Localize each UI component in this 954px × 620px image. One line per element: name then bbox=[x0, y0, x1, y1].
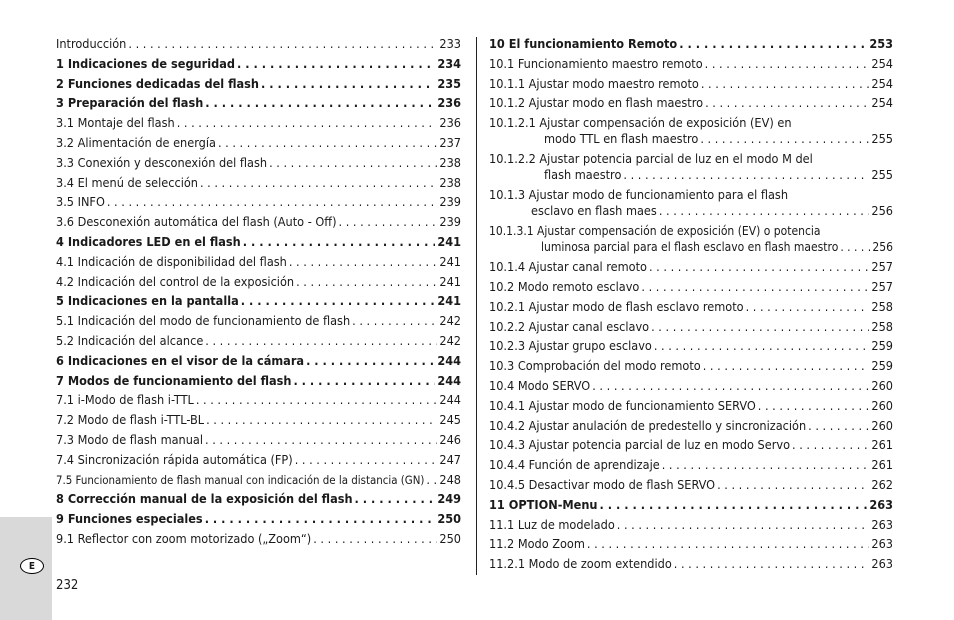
toc-entry-page: 242 bbox=[439, 332, 461, 348]
toc-entry[interactable] bbox=[489, 517, 893, 537]
dot-leader bbox=[196, 392, 438, 408]
toc-entry-page: 255 bbox=[871, 131, 893, 147]
toc-entry-title: 1 Indicaciones de seguridad bbox=[56, 55, 235, 71]
dot-leader bbox=[758, 398, 870, 414]
dot-leader bbox=[206, 412, 437, 428]
toc-entry-title: 7.4 Sincronización rápida automática (FP) bbox=[56, 451, 293, 467]
toc-entry[interactable] bbox=[489, 398, 893, 418]
toc-entry-page: 260 bbox=[871, 417, 893, 433]
toc-entry[interactable] bbox=[489, 556, 893, 576]
toc-entry-title-line1: 10.1.2.2 Ajustar potencia parcial de luz en el modo M del bbox=[489, 151, 813, 167]
toc-entry-title: 5.2 Indicación del alcance bbox=[56, 332, 204, 348]
dot-leader bbox=[592, 378, 869, 394]
toc-entry-title: 3.1 Montaje del flash bbox=[56, 115, 175, 131]
dot-leader bbox=[205, 511, 436, 527]
toc-entry-title: 3.4 El menú de selección bbox=[56, 174, 198, 190]
toc-entry[interactable] bbox=[56, 491, 461, 511]
toc-entry[interactable] bbox=[489, 378, 893, 398]
toc-entry-title: 7.3 Modo de flash manual bbox=[56, 431, 204, 447]
toc-entry[interactable] bbox=[489, 477, 893, 497]
toc-entry-title: 4 Indicadores LED en el flash bbox=[56, 233, 241, 249]
toc-entry[interactable] bbox=[56, 95, 461, 115]
toc-entry-page: 246 bbox=[439, 431, 461, 447]
toc-entry-title-line1: 10.1.2.1 Ajustar compensación de exposición (EV) en bbox=[489, 115, 792, 131]
toc-entry-title: 10.4.2 Ajustar anulación de predestello y sincronización bbox=[489, 417, 807, 433]
dot-leader bbox=[313, 531, 437, 547]
toc-entry-page: 249 bbox=[437, 491, 461, 507]
toc-entry[interactable] bbox=[489, 151, 893, 183]
dot-leader bbox=[587, 536, 869, 552]
dot-leader bbox=[792, 437, 869, 453]
toc-entry-title: 8 Corrección manual de la exposición del flash bbox=[56, 491, 353, 507]
toc-entry-page: 241 bbox=[437, 293, 461, 309]
dot-leader bbox=[674, 556, 870, 572]
toc-entry[interactable] bbox=[56, 155, 461, 175]
dot-leader bbox=[293, 373, 435, 389]
toc-entry-page: 241 bbox=[439, 273, 461, 289]
toc-entry[interactable] bbox=[489, 319, 893, 339]
toc-entry-title-line2: esclavo en flash maes bbox=[531, 203, 657, 219]
toc-entry-title: 2 Funciones dedicadas del flash bbox=[56, 75, 259, 91]
toc-entry-page: 250 bbox=[439, 530, 461, 546]
toc-entry[interactable] bbox=[56, 373, 461, 393]
toc-entry[interactable] bbox=[56, 392, 461, 412]
toc-entry-page: 238 bbox=[439, 154, 461, 170]
toc-entry[interactable] bbox=[489, 36, 893, 56]
page-number: 232 bbox=[56, 578, 79, 593]
toc-entry-page: 259 bbox=[871, 358, 893, 374]
toc-entry-page: 250 bbox=[437, 511, 461, 527]
toc-entry-title-line1: 10.1.3.1 Ajustar compensación de exposición (EV) o potencia bbox=[489, 224, 821, 239]
toc-entry-page: 253 bbox=[869, 36, 893, 51]
toc-entry[interactable] bbox=[56, 56, 461, 76]
toc-entry-title: 10.2.3 Ajustar grupo esclavo bbox=[489, 338, 652, 354]
toc-entry-title: 10.1 Funcionamiento maestro remoto bbox=[489, 55, 703, 71]
dot-leader bbox=[241, 293, 436, 309]
toc-entry-page: 258 bbox=[871, 298, 893, 314]
toc-entry-title: 11.1 Luz de modelado bbox=[489, 516, 615, 532]
dot-leader bbox=[237, 56, 435, 72]
dot-leader bbox=[659, 203, 870, 219]
toc-entry-page: 239 bbox=[439, 194, 461, 210]
toc-entry[interactable] bbox=[489, 259, 893, 279]
toc-entry-title: 10.4.4 Función de aprendizaje bbox=[489, 457, 660, 473]
dot-leader bbox=[426, 472, 437, 488]
dot-leader bbox=[289, 254, 438, 270]
toc-entry-title: Introducción bbox=[56, 36, 127, 51]
dot-leader bbox=[679, 36, 867, 52]
toc-entry[interactable] bbox=[56, 194, 461, 214]
dot-leader bbox=[705, 56, 870, 72]
dot-leader bbox=[261, 76, 435, 92]
dot-leader bbox=[295, 452, 438, 468]
toc-entry-page: 260 bbox=[871, 397, 893, 413]
toc-entry-page: 259 bbox=[871, 338, 893, 354]
toc-entry-title: 3.3 Conexión y desconexión del flash bbox=[56, 154, 268, 170]
dot-leader bbox=[651, 319, 869, 335]
toc-entry-title: 10.4.3 Ajustar potencia parcial de luz en modo Servo bbox=[489, 437, 790, 453]
toc-entry[interactable] bbox=[489, 115, 893, 147]
dot-leader bbox=[701, 76, 870, 92]
toc-entry-page: 244 bbox=[437, 352, 461, 368]
dot-leader bbox=[205, 95, 435, 111]
toc-entry[interactable] bbox=[56, 293, 461, 313]
dot-leader bbox=[623, 167, 869, 183]
toc-entry[interactable] bbox=[56, 432, 461, 452]
toc-entry[interactable] bbox=[56, 135, 461, 155]
dot-leader bbox=[269, 155, 437, 171]
toc-entry-page: 258 bbox=[871, 318, 893, 334]
toc-entry-title-line2: modo TTL en flash maestro bbox=[544, 131, 699, 147]
toc-entry[interactable] bbox=[56, 234, 461, 254]
dot-leader bbox=[205, 432, 437, 448]
toc-entry[interactable] bbox=[56, 175, 461, 195]
toc-entry-page: 248 bbox=[439, 471, 461, 487]
toc-entry-title: 10.4.1 Ajustar modo de funcionamiento SERVO bbox=[489, 397, 756, 413]
toc-entry-page: 254 bbox=[871, 75, 893, 91]
toc-entry-title: 10.4 Modo SERVO bbox=[489, 377, 591, 393]
toc-entry[interactable] bbox=[489, 536, 893, 556]
toc-entry[interactable] bbox=[56, 274, 461, 294]
toc-entry-title: 5.1 Indicación del modo de funcionamiento de flash bbox=[56, 313, 351, 329]
toc-entry-page: 236 bbox=[437, 95, 461, 111]
toc-entry[interactable] bbox=[56, 472, 461, 492]
toc-entry-title: 9.1 Reflector con zoom motorizado („Zoom“) bbox=[56, 530, 312, 546]
toc-entry-title: 10.1.1 Ajustar modo maestro remoto bbox=[489, 75, 699, 91]
dot-leader bbox=[617, 517, 870, 533]
dot-leader bbox=[649, 259, 869, 275]
toc-entry-title: 7.2 Modo de flash i-TTL-BL bbox=[56, 412, 205, 428]
toc-entry[interactable] bbox=[56, 353, 461, 373]
toc-entry[interactable] bbox=[489, 76, 893, 96]
toc-entry-title: 6 Indicaciones en el visor de la cámara bbox=[56, 352, 305, 368]
toc-entry-title: 5 Indicaciones en la pantalla bbox=[56, 293, 239, 309]
toc-entry-title: 10.2 Modo remoto esclavo bbox=[489, 278, 640, 294]
toc-entry-page: 261 bbox=[871, 437, 893, 453]
toc-entry-title: 11 OPTION-Menu bbox=[489, 496, 598, 512]
dot-leader bbox=[641, 279, 869, 295]
dot-leader bbox=[840, 239, 870, 255]
toc-entry-page: 263 bbox=[871, 536, 893, 552]
toc-entry[interactable] bbox=[56, 531, 461, 551]
toc-entry-page: 254 bbox=[871, 55, 893, 71]
toc-entry[interactable] bbox=[489, 95, 893, 115]
toc-right-column bbox=[489, 36, 893, 576]
toc-entry-title: 10.2.1 Ajustar modo de flash esclavo remoto bbox=[489, 298, 744, 314]
toc-entry-page: 237 bbox=[439, 134, 461, 150]
toc-entry-page: 263 bbox=[871, 516, 893, 532]
toc-left-column bbox=[56, 36, 461, 551]
dot-leader bbox=[808, 418, 869, 434]
toc-entry-title: 7.5 Funcionamiento de flash manual con indicación de la distancia (GN) bbox=[56, 472, 425, 487]
toc-entry-title: 3 Preparación del flash bbox=[56, 95, 204, 111]
toc-entry-page: 254 bbox=[871, 95, 893, 111]
toc-entry-title: 10.1.4 Ajustar canal remoto bbox=[489, 259, 647, 275]
toc-entry-title: 10.2.2 Ajustar canal esclavo bbox=[489, 318, 650, 334]
dot-leader bbox=[662, 457, 870, 473]
language-badge: E bbox=[20, 558, 44, 574]
toc-entry[interactable] bbox=[56, 313, 461, 333]
toc-entry-page: 256 bbox=[871, 203, 893, 219]
toc-entry-page: 244 bbox=[439, 392, 461, 408]
toc-entry[interactable] bbox=[489, 437, 893, 457]
toc-entry[interactable] bbox=[56, 115, 461, 135]
dot-leader bbox=[339, 214, 438, 230]
toc-entry-page: 263 bbox=[871, 556, 893, 572]
toc-entry[interactable] bbox=[56, 214, 461, 234]
dot-leader bbox=[746, 299, 870, 315]
dot-leader bbox=[654, 338, 870, 354]
dot-leader bbox=[243, 234, 436, 250]
toc-entry[interactable] bbox=[56, 333, 461, 353]
toc-entry-title: 3.6 Desconexión automática del flash (Auto - Off) bbox=[56, 214, 337, 230]
dot-leader bbox=[717, 477, 869, 493]
toc-entry-page: 233 bbox=[439, 36, 461, 51]
toc-entry-page: 235 bbox=[437, 75, 461, 91]
toc-entry-title-line1: 10.1.3 Ajustar modo de funcionamiento para el flash bbox=[489, 187, 789, 203]
dot-leader bbox=[107, 194, 438, 210]
toc-entry-page: 238 bbox=[439, 174, 461, 190]
toc-entry-page: 261 bbox=[871, 457, 893, 473]
toc-entry[interactable] bbox=[56, 511, 461, 531]
toc-entry-title: 10.3 Comprobación del modo remoto bbox=[489, 358, 701, 374]
toc-entry-title: 7 Modos de funcionamiento del flash bbox=[56, 372, 292, 388]
toc-entry-page: 234 bbox=[437, 55, 461, 71]
toc-entry[interactable] bbox=[489, 187, 893, 219]
toc-entry-title: 11.2 Modo Zoom bbox=[489, 536, 585, 552]
toc-entry-title: 4.1 Indicación de disponibilidad del flash bbox=[56, 253, 287, 269]
toc-entry-title: 9 Funciones especiales bbox=[56, 511, 203, 527]
toc-entry-title: 4.2 Indicación del control de la exposición bbox=[56, 273, 295, 289]
dot-leader bbox=[352, 313, 437, 329]
toc-entry[interactable] bbox=[489, 418, 893, 438]
dot-leader bbox=[218, 135, 437, 151]
dot-leader bbox=[205, 333, 437, 349]
toc-entry-page: 236 bbox=[439, 115, 461, 131]
toc-entry[interactable] bbox=[56, 76, 461, 96]
dot-leader bbox=[200, 175, 437, 191]
toc-entry-title: 11.2.1 Modo de zoom extendido bbox=[489, 556, 672, 572]
toc-entry-title: 10.4.5 Desactivar modo de flash SERVO bbox=[489, 476, 716, 492]
toc-entry[interactable] bbox=[56, 452, 461, 472]
toc-entry-page: 263 bbox=[869, 496, 893, 512]
toc-entry-page: 247 bbox=[439, 451, 461, 467]
toc-entry-page: 255 bbox=[871, 167, 893, 183]
toc-entry[interactable] bbox=[489, 223, 893, 255]
dot-leader bbox=[128, 36, 437, 52]
toc-entry-page: 241 bbox=[437, 233, 461, 249]
toc-entry[interactable] bbox=[56, 36, 461, 56]
toc-entry[interactable] bbox=[489, 457, 893, 477]
toc-entry-page: 257 bbox=[871, 278, 893, 294]
toc-entry-title-line2: luminosa parcial para el flash esclavo en flash maestro bbox=[541, 240, 839, 255]
toc-entry-title: 10 El funcionamiento Remoto bbox=[489, 36, 678, 51]
toc-entry-title: 3.5 INFO bbox=[56, 194, 105, 210]
toc-entry-page: 260 bbox=[871, 377, 893, 393]
dot-leader bbox=[703, 358, 870, 374]
toc-entry-title-line2: flash maestro bbox=[544, 167, 622, 183]
toc-entry[interactable] bbox=[489, 338, 893, 358]
toc-entry-page: 262 bbox=[871, 476, 893, 492]
toc-entry[interactable] bbox=[489, 279, 893, 299]
column-divider bbox=[476, 37, 477, 575]
toc-entry-title: 10.1.2 Ajustar modo en flash maestro bbox=[489, 95, 704, 111]
toc-entry-page: 257 bbox=[871, 259, 893, 275]
toc-entry[interactable] bbox=[489, 56, 893, 76]
toc-entry[interactable] bbox=[56, 412, 461, 432]
toc-entry-title: 7.1 i-Modo de flash i-TTL bbox=[56, 392, 194, 408]
dot-leader bbox=[700, 131, 869, 147]
dot-leader bbox=[177, 115, 438, 131]
toc-entry-title: 3.2 Alimentación de energía bbox=[56, 134, 216, 150]
toc-entry-page: 242 bbox=[439, 313, 461, 329]
toc-entry[interactable] bbox=[489, 497, 893, 517]
dot-leader bbox=[296, 274, 437, 290]
dot-leader bbox=[600, 497, 868, 513]
dot-leader bbox=[355, 491, 436, 507]
toc-entry[interactable] bbox=[56, 254, 461, 274]
toc-entry-page: 239 bbox=[439, 214, 461, 230]
dot-leader bbox=[705, 95, 869, 111]
toc-entry-page: 245 bbox=[439, 412, 461, 428]
toc-entry-page: 241 bbox=[439, 253, 461, 269]
dot-leader bbox=[306, 353, 435, 369]
toc-entry[interactable] bbox=[489, 358, 893, 378]
toc-entry-page: 244 bbox=[437, 372, 461, 388]
toc-entry-page: 256 bbox=[872, 240, 893, 255]
toc-entry[interactable] bbox=[489, 299, 893, 319]
